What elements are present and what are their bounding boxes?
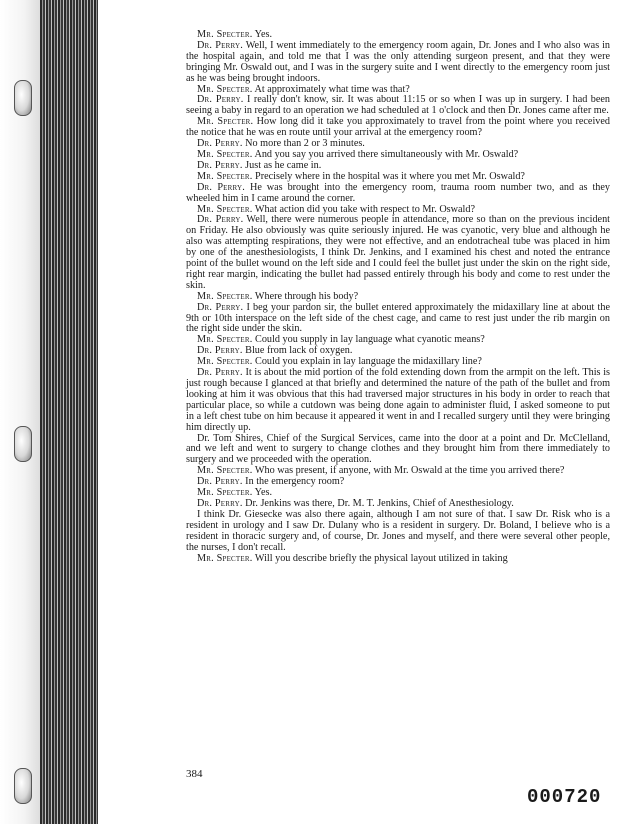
paragraph-text: Will you describe briefly the physical layout utilized in taking [252, 552, 508, 564]
speaker-label: Mr. Specter. [197, 29, 253, 40]
paragraph-text: Could you explain in lay language the midaxillary line? [252, 356, 482, 368]
speaker-label: Mr. Specter. [197, 170, 253, 182]
paragraph-text: What action did you take with respect to Mr. Oswald? [252, 203, 475, 215]
speaker-label: Mr. Specter. [197, 465, 253, 477]
transcript-paragraph [186, 510, 610, 554]
paragraph-text: Precisely where in the hospital was it where you met Mr. Oswald? [252, 170, 525, 182]
paragraph-text: Dr. Jenkins was there, Dr. M. T. Jenkins, Chief of Anesthesiology. [242, 497, 514, 509]
paragraph-text: Dr. Tom Shires, Chief of the Surgical Services, came into the door at a point and Dr. McClelland, and we left and went to surgery to change clothes and they brought him from there immediately to surgery and we proceeded with the operation. [186, 432, 610, 466]
document-number: 000720 [527, 786, 602, 808]
paragraph-text: No more than 2 or 3 minutes. [242, 138, 365, 150]
binder-strip [40, 0, 98, 824]
transcript-paragraph [186, 117, 610, 139]
transcript-paragraph [186, 434, 610, 467]
transcript-paragraph [186, 215, 610, 291]
speaker-label: Dr. Perry. [197, 476, 243, 488]
speaker-label: Dr. Perry. [197, 94, 244, 106]
page-number: 384 [186, 768, 203, 780]
speaker-label: Mr. Specter. [197, 203, 253, 215]
page-margin-edge [0, 0, 40, 824]
paragraph-text: Who was present, if anyone, with Mr. Oswald at the time you arrived there? [252, 465, 565, 477]
speaker-label: Dr. Perry. [197, 345, 243, 357]
paragraph-text: Yes. [252, 487, 273, 499]
transcript-paragraph [186, 368, 610, 433]
speaker-label: Dr. Perry. [197, 301, 244, 313]
speaker-label: Mr. Specter. [197, 148, 253, 160]
binder-hole [14, 426, 32, 462]
paragraph-text: I really don't know, sir. It was about 11:15 or so when I was up in surgery. I had been seeing a baby in regard to an operation we had scheduled at 1 o'clock and then Dr. Jones came after me. [186, 94, 610, 117]
paragraph-text: Well, I went immediately to the emergency room again, Dr. Jones and I who also was in the hospital again, and told me that I was the only attending surgeon present, and that they were bringing Mr. Oswald out, and I was in the surgery suite and I went directly to the emergency room just as he was being brought indoors. [186, 39, 610, 84]
paragraph-text: Well, there were numerous people in attendance, more so than on the previous incident on Friday. He also obviously was quite seriously injured. He was cyanotic, very blue and although he also was attempting respirations, they were not effective, and an endotracheal tube was placed in him by one of the anesthesiologists, I think Dr. Jenkins, and I examined his chest and noted the entrance point of the bullet wound on the left side and I could feel the bullet just under the skin on the right side, right rear margin, indicating the bullet had passed entirely through his body and come to rest under the skin. [186, 214, 610, 291]
paragraph-text: Yes. [252, 29, 273, 40]
speaker-label: Mr. Specter. [197, 290, 253, 302]
paragraph-text: And you say you arrived there simultaneously with Mr. Oswald? [252, 148, 519, 160]
paragraph-text: It is about the mid portion of the fold extending down from the armpit on the left. This is just rough because I glanced at that briefly and determined the nature of the path of the bullet and from looking at him it was obvious that this had traversed major structures in his body in order to reach that particular place, so while a cutdown was being done again to administer fluid, I asked someone to put in a left chest tube on him because it appeared it went in and I recalled surgery until they were bringing him directly up. [186, 367, 610, 433]
speaker-label: Mr. Specter. [197, 487, 253, 499]
paragraph-text: In the emergency room? [242, 476, 345, 488]
transcript-paragraph [186, 303, 610, 336]
transcript-paragraph [186, 183, 610, 205]
paragraph-text: Just as he came in. [242, 159, 322, 171]
speaker-label: Mr. Specter. [197, 552, 253, 564]
speaker-label: Mr. Specter. [197, 356, 253, 368]
speaker-label: Mr. Specter. [197, 334, 253, 346]
paragraph-text: Where through his body? [252, 290, 359, 302]
speaker-label: Dr. Perry. [197, 497, 243, 509]
transcript-paragraph [186, 41, 610, 85]
speaker-label: Dr. Perry. [197, 367, 243, 379]
speaker-label: Dr. Perry. [197, 138, 243, 150]
testimony-transcript [186, 30, 610, 564]
speaker-label: Dr. Perry. [197, 39, 243, 51]
speaker-label: Dr. Perry. [197, 181, 246, 193]
speaker-label: Dr. Perry. [197, 159, 243, 171]
binder-hole [14, 80, 32, 116]
speaker-label: Mr. Specter. [197, 116, 254, 128]
speaker-label: Mr. Specter. [197, 83, 253, 95]
transcript-paragraph [186, 95, 610, 117]
paragraph-text: Blue from lack of oxygen. [242, 345, 353, 357]
paragraph-text: He was brought into the emergency room, trauma room number two, and as they wheeled him in I came around the corner. [186, 181, 610, 204]
speaker-label: Dr. Perry. [197, 214, 244, 226]
transcript-paragraph [186, 554, 610, 565]
paragraph-text: I beg your pardon sir, the bullet entered approximately the midaxillary line at about the 9th or 10th interspace on the left side of the chest cage, and came to rest just under the rib margin on the right side under the skin. [186, 301, 610, 335]
paragraph-text: How long did it take you approximately to travel from the point where you received the notice that he was en route until your arrival at the emergency room? [186, 116, 610, 139]
paragraph-text: At approximately what time was that? [252, 83, 410, 95]
binder-hole [14, 768, 32, 804]
paragraph-text: I think Dr. Giesecke was also there again, although I am not sure of that. I saw Dr. Risk who is a resident in urology and I saw Dr. Dulany who is a resident in surgery. Dr. Boland, I believe who is a resident in thoracic surgery and, of course, Dr. Jones and myself, and there were several other people, the nurses, I don't recall. [186, 508, 610, 553]
paragraph-text: Could you supply in lay language what cyanotic means? [252, 334, 485, 346]
